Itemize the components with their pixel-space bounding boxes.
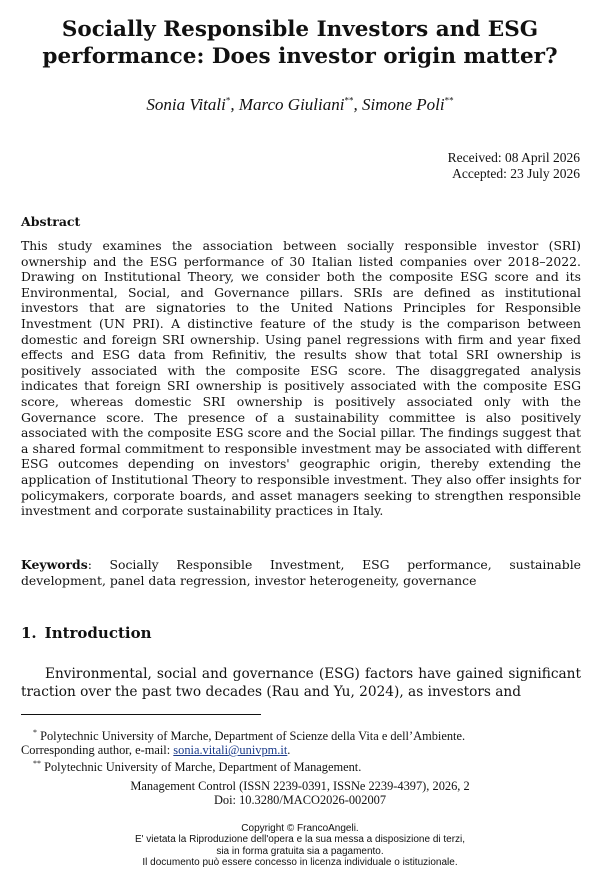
copyright-line: Il documento può essere concesso in licenza individuale o istituzionale. — [142, 857, 458, 869]
footnotes — [21, 726, 586, 774]
author-separator: , — [230, 95, 239, 114]
footnote-2 — [21, 757, 586, 774]
journal-doi: Doi: 10.3280/MACO2026-002007 — [213, 793, 387, 807]
copyright-line: Copyright © FrancoAngeli. — [241, 823, 359, 834]
keywords-paragraph — [21, 557, 581, 588]
journal-citation: Management Control (ISSN 2239-0391, ISSNe 2239-4397), 2026, 2 — [130, 779, 470, 793]
author-affiliation-mark: * — [225, 95, 231, 106]
corresponding-author-label: Corresponding author, e-mail: — [21, 743, 174, 758]
copyright-line: sia in forma gratuita sia a pagamento. — [216, 845, 384, 857]
keywords-label: Keywords — [21, 557, 88, 572]
footnote-rule — [21, 714, 261, 715]
author-name: Simone Poli — [361, 95, 445, 114]
accepted-date: Accepted: 23 July 2026 — [452, 166, 580, 181]
footnote-1-end: . — [287, 743, 291, 758]
footnote-1-continuation — [21, 743, 290, 757]
paper-title: Socially Responsible Investors and ESG performance: Does investor origin matter? — [42, 17, 558, 69]
author-name: Marco Giuliani — [238, 95, 345, 114]
footnote-mark: ** — [33, 759, 41, 769]
introduction-text: Environmental, social and governance (ESG) factors have gained significant traction over the past two decades (Rau and Yu, 2024), as investors and — [21, 666, 581, 700]
footnote-mark: * — [33, 728, 37, 737]
author-affiliation-mark: ** — [444, 95, 454, 106]
journal-info — [0, 779, 600, 807]
author-name: Sonia Vitali — [146, 95, 226, 114]
copyright-notice — [0, 823, 600, 869]
section-number: 1. — [21, 624, 37, 642]
keywords-list: : Socially Responsible Investment, ESG performance, sustainable development, panel data regression, investor heterogeneity, governance — [21, 557, 581, 588]
copyright-line: E' vietata la Riproduzione dell'opera e la sua messa a disposizione di terzi, — [134, 834, 466, 846]
footnote-1 — [21, 726, 586, 743]
abstract-heading: Abstract — [21, 214, 81, 229]
received-date: Received: 08 April 2026 — [447, 150, 580, 165]
submission-dates — [448, 150, 580, 182]
section-title: Introduction — [44, 624, 152, 642]
footnote-2-text: Polytechnic University of Marche, Department of Management. — [41, 760, 362, 775]
footnote-1-text: Polytechnic University of Marche, Department of Scienze della Vita e dell’Ambiente. — [37, 729, 466, 744]
author-email-link[interactable]: sonia.vitali@univpm.it — [173, 743, 288, 758]
author-list — [0, 95, 600, 115]
section-heading — [21, 624, 160, 642]
abstract-text: This study examines the association between socially responsible investor (SRI) ownership and the ESG performance of 30 Italian listed companies over 2018–2022. Drawing on Institutional Theory, we consider both the composite ESG score and its Environmental, Social, and Governance pillars. SRIs are defined as institutional investors that are signatories to the United Nations Principles for Responsible Investment (UN PRI). A distinctive feature of the study is the comparison between domestic and foreign SRI ownership. Using panel regressions with firm and year fixed effects and ESG data from Refinitiv, the results show that total SRI ownership is positively associated with the composite ESG score. The disaggregated analysis indicates that foreign SRI ownership is positively associated with the composite ESG score, whereas domestic SRI ownership is positively associated only with the Governance score. The presence of a sustainability committee is also positively associated with the composite ESG score and the Social pillar. The findings suggest that a shared formal commitment to responsible investment may be associated with different ESG outcomes depending on investors' geographic origin, thereby extending the application of Institutional Theory to responsible investment. They also offer insights for policymakers, corporate boards, and asset managers seeking to strengthen responsible investment and corporate sustainability practices in Italy. — [21, 238, 581, 519]
author-separator: , — [353, 95, 362, 114]
author-affiliation-mark: ** — [344, 95, 354, 106]
